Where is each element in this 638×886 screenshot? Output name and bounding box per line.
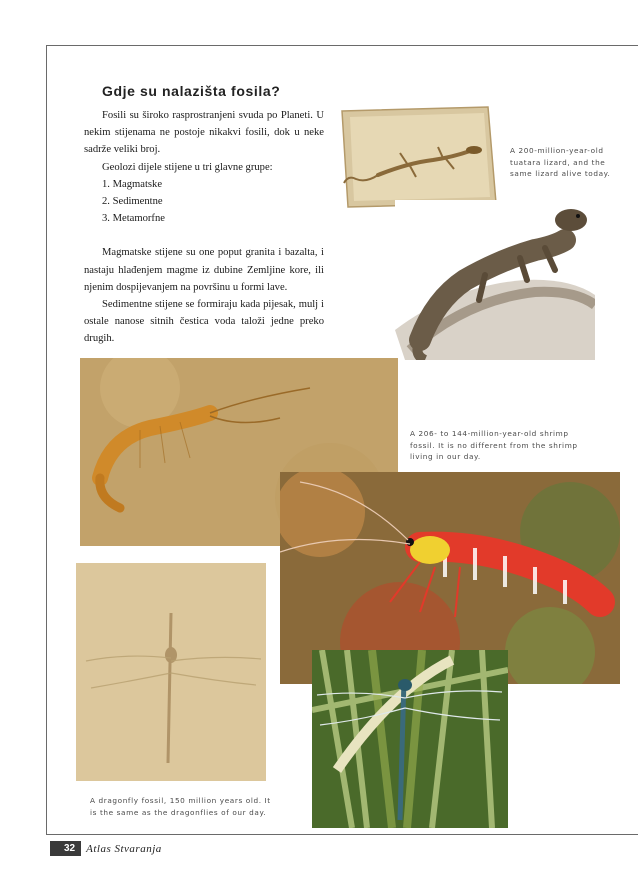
page-footer (50, 841, 162, 856)
book-title: Atlas Stvaranja (86, 842, 162, 855)
lizard-fossil-photo (338, 105, 500, 210)
dragonfly-fossil-photo (76, 563, 266, 781)
page-heading: Gdje su nalazišta fosila? (102, 83, 281, 99)
frame-top-rule (46, 45, 638, 46)
list-item: 1. Magmatske (102, 178, 163, 190)
frame-left-rule (46, 45, 47, 835)
list-item: 3. Metamorfne (102, 213, 165, 225)
page-number: 32 (50, 841, 81, 856)
dragonfly-living-photo (312, 650, 508, 828)
list-item: 2. Sedimentne (102, 196, 163, 208)
paragraph-groups: Geolozi dijele stijene u tri glavne grupe: (102, 161, 273, 173)
frame-bottom-rule (46, 834, 638, 835)
shrimp-caption: A 206- to 144-million-year-old shrimp fossil. It is no different from the shrimp living in our day. (410, 429, 578, 461)
body-text (84, 107, 324, 348)
paragraph-intro: Fosili su široko rasprostranjeni svuda po Planeti. U nekim stijenama ne postoje nikakvi fosili, dok u neke sadrže veliki broj. (84, 110, 324, 156)
dragonfly-caption: A dragonfly fossil, 150 million years old. It is the same as the dragonflies of our day. (90, 796, 271, 817)
lizard-caption: A 200-million-year-old tuatara lizard, and the same lizard alive today. (510, 146, 611, 178)
paragraph-magmatic: Magmatske stijene su one poput granita i bazalta, i nastaju hlađenjem magme iz dubine Zemljine kore, ili njenim dospijevanjem na površinu u formi lave. (84, 247, 324, 293)
paragraph-sedimentary: Sedimentne stijene se formiraju kada pijesak, mulj i ostale nanose sitnih čestica voda taloži jedne preko drugih. (84, 299, 324, 345)
lizard-living-photo (395, 200, 595, 360)
